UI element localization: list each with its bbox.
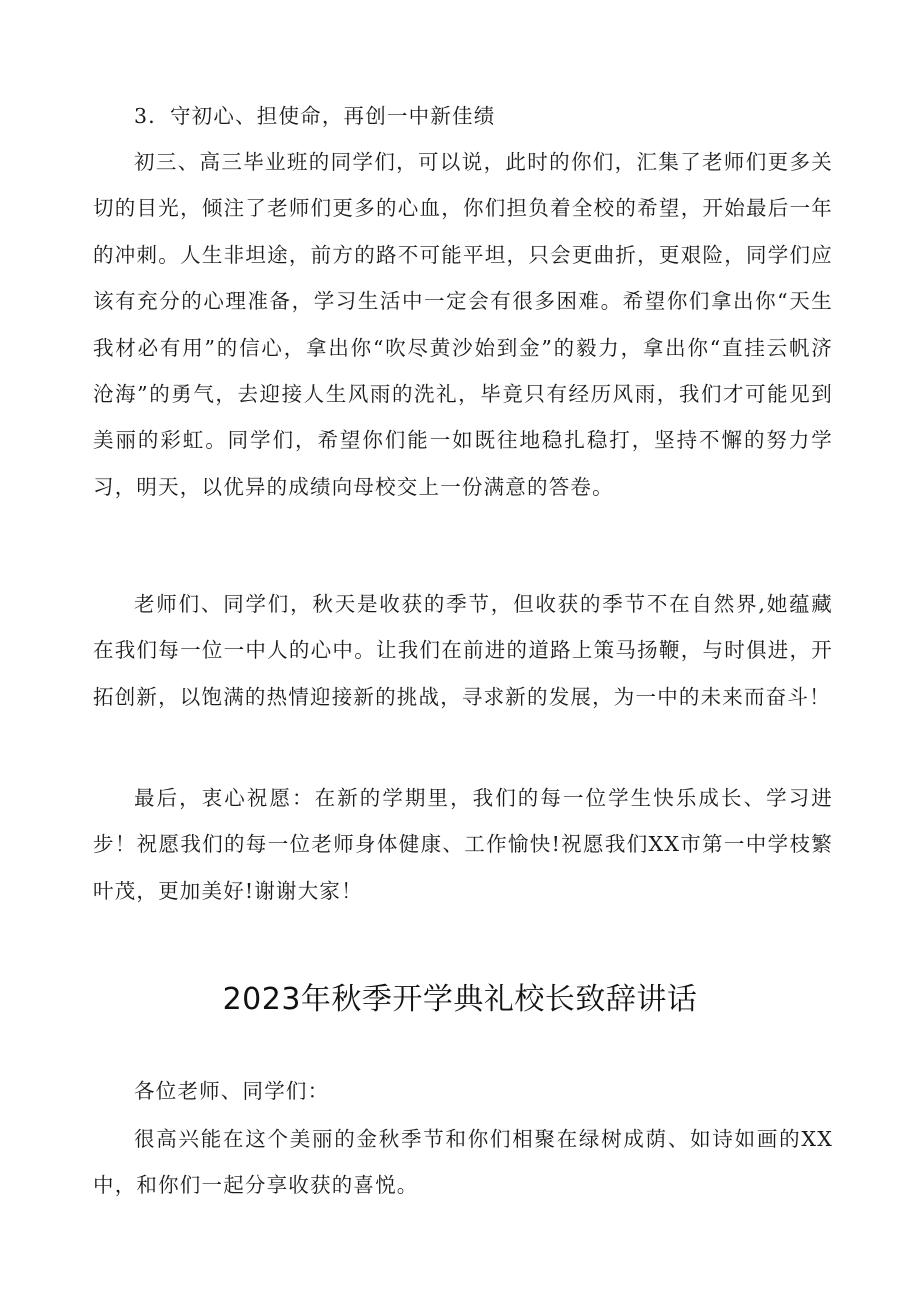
paragraph-closing-wishes: 最后，衷心祝愿：在新的学期里，我们的每一位学生快乐成长、学习进步！祝愿我们的每一位老师身体健康、工作愉快!祝愿我们XX市第一中学枝繁叶茂，更加美好!谢谢大家！ <box>93 786 833 903</box>
paragraph-graduating-classes: 初三、高三毕业班的同学们，可以说，此时的你们，汇集了老师们更多关切的目光，倾注了老师们更多的心血，你们担负着全校的希望，开始最后一年的冲刺。人生非坦途，前方的路不可能平坦，只会更曲折，更艰险，同学们应该有充分的心理准备，学习生活中一定会有很多困难。希望你们拿出你“天生我材必有用”的信心，拿出你“吹尽黄沙始到金”的毅力，拿出你“直挂云帆济沧海”的勇气，去迎接人生风雨的洗礼，毕竟只有经历风雨，我们才可能见到美丽的彩虹。同学们，希望你们能一如既往地稳扎稳打，坚持不懈的努力学习，明天，以优异的成绩向母校交上一份满意的答卷。 <box>93 150 833 499</box>
salutation: 各位老师、同学们： <box>134 1079 330 1103</box>
paragraph-welcome: 很高兴能在这个美丽的金秋季节和你们相聚在绿树成荫、如诗如画的XX中，和你们一起分享收获的喜悦。 <box>93 1127 833 1198</box>
section-heading: 3．守初心、担使命，再创一中新佳绩 <box>134 104 496 128</box>
paragraph-autumn-harvest: 老师们、同学们，秋天是收获的季节，但收获的季节不在自然界,她蕴藏在我们每一位一中人的心中。让我们在前进的道路上策马扬鞭，与时俱进，开拓创新，以饱满的热情迎接新的挑战，寻求新的发展，为一中的未来而奋斗！ <box>93 592 833 709</box>
speech-title: 2023年秋季开学典礼校长致辞讲话 <box>222 982 698 1017</box>
